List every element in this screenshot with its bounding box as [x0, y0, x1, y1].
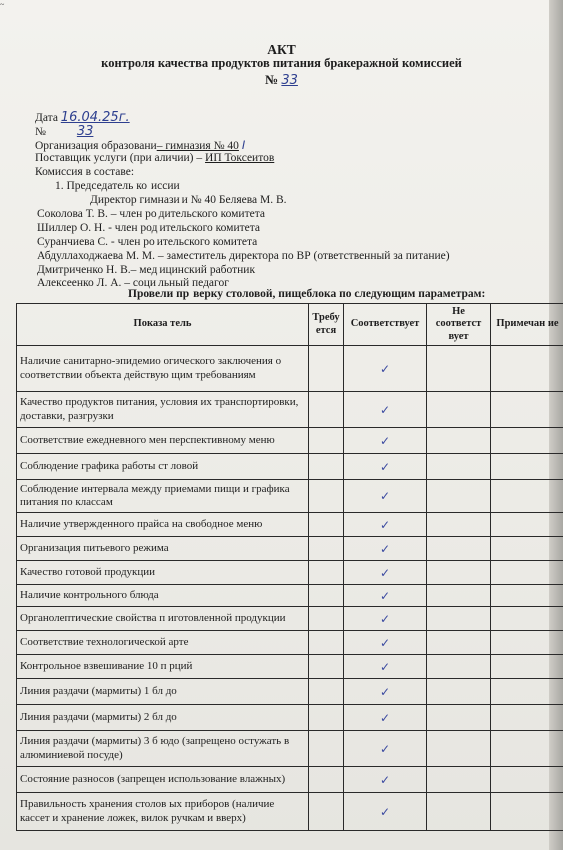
- member-rest: дительского комитета: [158, 208, 265, 220]
- required-cell: [309, 428, 344, 454]
- no-line: [35, 124, 121, 139]
- org-mark: I: [241, 138, 246, 152]
- note-cell: [491, 705, 563, 731]
- header-note: Примечан ие: [491, 304, 563, 346]
- required-cell: [309, 793, 344, 831]
- indicator-cell: Соответствие ежедневного мен перспективному меню: [17, 428, 309, 454]
- not-complies-cell: [427, 392, 491, 428]
- required-cell: [309, 767, 344, 793]
- indicator-cell: Линия раздачи (мармиты) 3 б юдо (запрещено остужать в алюминиевой посуде): [17, 731, 309, 767]
- member-name: Алексеенко Л. А. – соци: [37, 277, 157, 289]
- required-cell: [309, 561, 344, 585]
- note-cell: [491, 731, 563, 767]
- no-value: 33: [76, 124, 94, 139]
- table-row: [17, 454, 563, 480]
- complies-check: ✓: [344, 346, 427, 392]
- supplier-line: [35, 152, 274, 164]
- complies-check: ✓: [344, 392, 427, 428]
- complies-check: ✓: [344, 793, 427, 831]
- member-name: Абдуллаходжаева М. М. – заместитель директора по ВР (ответственный за питание): [37, 250, 450, 262]
- document-title: АКТ: [267, 42, 296, 57]
- required-cell: [309, 585, 344, 607]
- complies-check: ✓: [344, 480, 427, 513]
- complies-check: ✓: [344, 585, 427, 607]
- check-heading: [128, 288, 485, 300]
- table-row: [17, 392, 563, 428]
- not-complies-cell: [427, 561, 491, 585]
- member-line: [37, 208, 265, 220]
- required-cell: [309, 454, 344, 480]
- no-label: №: [35, 126, 46, 138]
- complies-check: ✓: [344, 513, 427, 537]
- supplier-rest: аличии) –: [154, 152, 203, 164]
- note-cell: [491, 480, 563, 513]
- complies-check: ✓: [344, 537, 427, 561]
- indicator-cell: Качество готовой продукции: [17, 561, 309, 585]
- required-cell: [309, 513, 344, 537]
- note-cell: [491, 346, 563, 392]
- table-row: [17, 561, 563, 585]
- supplier-value: ИП Токсеитов: [205, 152, 275, 164]
- complies-check: ✓: [344, 454, 427, 480]
- indicator-cell: Органолептические свойства п иготовленной продукции: [17, 607, 309, 631]
- table-row: [17, 537, 563, 561]
- complies-check: ✓: [344, 561, 427, 585]
- member-rest: льный педагог: [158, 277, 229, 289]
- note-cell: [491, 679, 563, 705]
- table-row: [17, 607, 563, 631]
- corner-mark: ~: [0, 0, 5, 9]
- required-cell: [309, 537, 344, 561]
- date-label: Дата: [35, 112, 58, 124]
- complies-check: ✓: [344, 607, 427, 631]
- member-name: Дмитриченко Н. В.– мед: [37, 264, 158, 276]
- supplier-label: Поставщик услуги (при: [35, 152, 152, 164]
- not-complies-cell: [427, 655, 491, 679]
- indicator-cell: Наличие контрольного блюда: [17, 585, 309, 607]
- not-complies-cell: [427, 585, 491, 607]
- complies-check: ✓: [344, 679, 427, 705]
- complies-check: ✓: [344, 631, 427, 655]
- not-complies-cell: [427, 705, 491, 731]
- header-not-complies: Не соответст вует: [427, 304, 491, 346]
- note-cell: [491, 655, 563, 679]
- table-row: [17, 767, 563, 793]
- not-complies-cell: [427, 346, 491, 392]
- note-cell: [491, 631, 563, 655]
- header-required: Требу ется: [309, 304, 344, 346]
- chair-name-rest: и № 40 Беляева М. В.: [181, 194, 287, 206]
- indicator-cell: Организация питьевого режима: [17, 537, 309, 561]
- indicator-cell: Соблюдение графика работы ст ловой: [17, 454, 309, 480]
- act-number: [0, 72, 563, 88]
- table-row: [17, 679, 563, 705]
- org-value: – гимназия № 40: [156, 140, 239, 152]
- complies-check: ✓: [344, 767, 427, 793]
- date-line: [35, 110, 130, 125]
- note-cell: [491, 561, 563, 585]
- table-row: [17, 793, 563, 831]
- table-row: [17, 731, 563, 767]
- required-cell: [309, 705, 344, 731]
- not-complies-cell: [427, 537, 491, 561]
- indicator-cell: Состояние разносов (запрещен использование влажных): [17, 767, 309, 793]
- note-cell: [491, 793, 563, 831]
- chair-name: [90, 194, 287, 206]
- indicator-cell: Соответствие технологической арте: [17, 631, 309, 655]
- note-cell: [491, 513, 563, 537]
- required-cell: [309, 631, 344, 655]
- act-number-label: №: [265, 72, 279, 87]
- required-cell: [309, 731, 344, 767]
- chair-item-rest: иссии: [150, 180, 180, 192]
- chair-item: [55, 180, 180, 192]
- table-row: [17, 631, 563, 655]
- complies-check: ✓: [344, 428, 427, 454]
- not-complies-cell: [427, 793, 491, 831]
- required-cell: [309, 346, 344, 392]
- not-complies-cell: [427, 679, 491, 705]
- document-subtitle: контроля качества продуктов питания бракеражной комиссией: [101, 56, 462, 70]
- org-line: [35, 138, 245, 152]
- note-cell: [491, 767, 563, 793]
- header-indicator: Показа тель: [17, 304, 309, 346]
- note-cell: [491, 607, 563, 631]
- table-row: [17, 513, 563, 537]
- indicator-cell: Линия раздачи (мармиты) 2 бл до: [17, 705, 309, 731]
- member-line: [37, 250, 450, 262]
- required-cell: [309, 607, 344, 631]
- not-complies-cell: [427, 607, 491, 631]
- member-name: Суранчиева С. - член ро: [37, 236, 155, 248]
- member-rest: ительского комитета: [156, 236, 258, 248]
- indicator-cell: Линия раздачи (мармиты) 1 бл до: [17, 679, 309, 705]
- member-line: [37, 264, 255, 276]
- note-cell: [491, 585, 563, 607]
- header-complies: Соответствует: [344, 304, 427, 346]
- chair-name-label: Директор гимнази: [90, 194, 180, 206]
- table-row: [17, 480, 563, 513]
- table-row: [17, 585, 563, 607]
- chair-item-label: 1. Председатель ко: [55, 180, 147, 192]
- not-complies-cell: [427, 731, 491, 767]
- commission-intro: Комиссия в составе:: [35, 166, 135, 178]
- org-label: Организация образовани: [35, 140, 157, 152]
- inspection-table: [16, 303, 563, 831]
- note-cell: [491, 537, 563, 561]
- not-complies-cell: [427, 513, 491, 537]
- date-value: 16.04.25г.: [60, 110, 130, 125]
- not-complies-cell: [427, 454, 491, 480]
- member-rest: ительского комитета: [159, 222, 260, 234]
- indicator-cell: Соблюдение интервала между приемами пищи и графика питания по классам: [17, 480, 309, 513]
- table-row: [17, 428, 563, 454]
- table-row: [17, 655, 563, 679]
- member-line: [37, 236, 257, 248]
- member-name: Соколова Т. В. – член ро: [37, 208, 157, 220]
- member-name: Шиллер О. Н. - член род: [37, 222, 158, 234]
- table-row: [17, 705, 563, 731]
- required-cell: [309, 392, 344, 428]
- required-cell: [309, 655, 344, 679]
- complies-check: ✓: [344, 705, 427, 731]
- not-complies-cell: [427, 480, 491, 513]
- table-row: [17, 346, 563, 392]
- note-cell: [491, 454, 563, 480]
- required-cell: [309, 679, 344, 705]
- note-cell: [491, 392, 563, 428]
- check-heading-a: Провели пр: [128, 288, 190, 300]
- indicator-cell: Качество продуктов питания, условия их транспортировки, доставки, разгрузки: [17, 392, 309, 428]
- not-complies-cell: [427, 631, 491, 655]
- note-cell: [491, 428, 563, 454]
- required-cell: [309, 480, 344, 513]
- member-line: [37, 222, 260, 234]
- check-heading-b: верку столовой, пищеблока по следующим параметрам:: [193, 288, 486, 300]
- indicator-cell: Правильность хранения столов ых приборов (наличие кассет и хранение ложек, вилок ручкам и вверх): [17, 793, 309, 831]
- member-rest: ицинский работник: [159, 264, 256, 276]
- table-header-row: [17, 304, 563, 346]
- indicator-cell: Наличие утвержденного прайса на свободное меню: [17, 513, 309, 537]
- not-complies-cell: [427, 767, 491, 793]
- complies-check: ✓: [344, 731, 427, 767]
- indicator-cell: Наличие санитарно-эпидемио огического заключения о соответствии объекта действую щим требованиям: [17, 346, 309, 392]
- act-number-handwritten: 33: [281, 73, 298, 88]
- not-complies-cell: [427, 428, 491, 454]
- indicator-cell: Контрольное взвешивание 10 п рций: [17, 655, 309, 679]
- complies-check: ✓: [344, 655, 427, 679]
